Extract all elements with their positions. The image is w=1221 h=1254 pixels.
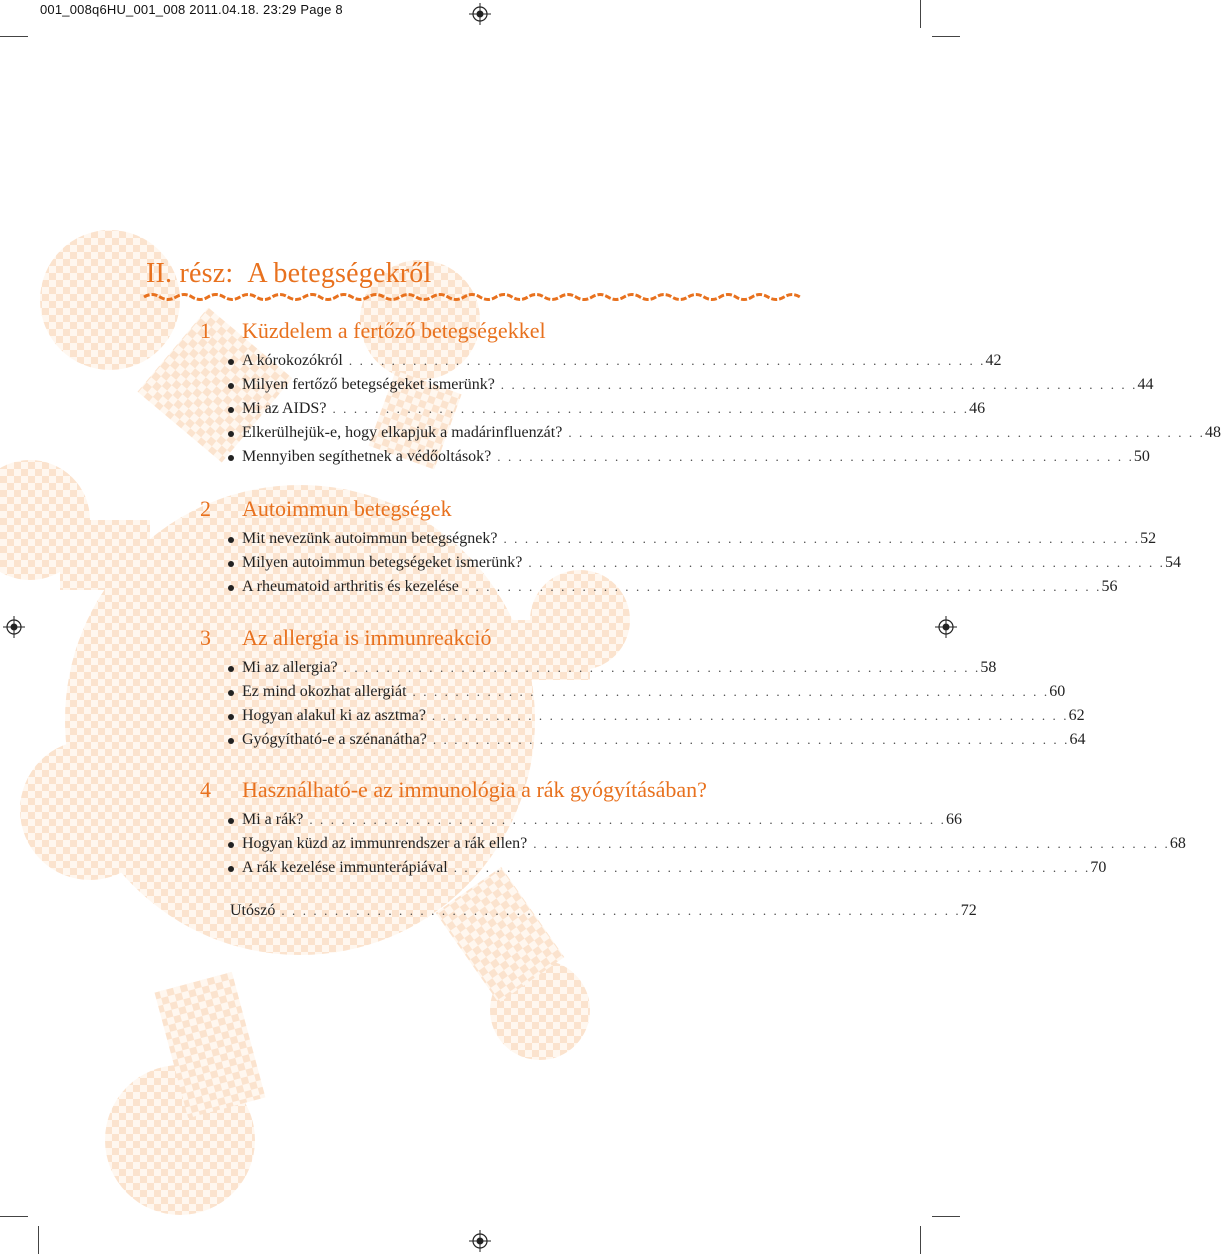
toc-entry[interactable] xyxy=(200,530,1157,554)
chapter-title: Használható-e az immunológia a rák gyógyításában? xyxy=(242,777,707,802)
dot-leader: . . . . . . . . . . . . . . . . . . . . . . . . . . . . . . . . . . . . . . . . . . . . . . . . . . . . . . . . . . . . . . . . xyxy=(281,903,961,918)
registration-mark-icon xyxy=(469,1230,491,1252)
dot-leader: . . . . . . . . . . . . . . . . . . . . . . . . . . . . . . . . . . . . . . . . . . . . . . . . . . . . . . . . . . . . xyxy=(533,836,1170,851)
dot-leader: . . . . . . . . . . . . . . . . . . . . . . . . . . . . . . . . . . . . . . . . . . . . . . . . . . . . . . . . . . . . xyxy=(309,812,946,827)
toc-entry-text: Mi a rák? xyxy=(242,811,304,828)
dot-leader: . . . . . . . . . . . . . . . . . . . . . . . . . . . . . . . . . . . . . . . . . . . . . . . . . . . . . . . . . . . . xyxy=(412,684,1050,699)
toc-page-number: 58 xyxy=(980,659,997,676)
toc-page-number: 52 xyxy=(1140,530,1157,547)
chapter-title: Küzdelem a fertőző betegségekkel xyxy=(242,318,546,343)
part-heading: A betegségekről xyxy=(247,258,432,289)
dot-leader: . . . . . . . . . . . . . . . . . . . . . . . . . . . . . . . . . . . . . . . . . . . . . . . . . . . . . . . . . . . . xyxy=(568,425,1205,440)
bullet-icon xyxy=(228,537,234,543)
toc-entry-text: Gyógyítható-e a szénanátha? xyxy=(242,731,427,748)
bullet-icon xyxy=(228,866,234,872)
afterword-title: Utószó xyxy=(230,902,276,919)
registration-mark-icon xyxy=(935,616,957,638)
dot-leader: . . . . . . . . . . . . . . . . . . . . . . . . . . . . . . . . . . . . . . . . . . . . . . . . . . . . . . . . . . . . xyxy=(431,708,1069,723)
bullet-icon xyxy=(228,383,234,389)
toc-page-number: 66 xyxy=(945,811,962,828)
chapter-heading xyxy=(200,318,800,352)
dot-leader: . . . . . . . . . . . . . . . . . . . . . . . . . . . . . . . . . . . . . . . . . . . . . . . . . . . . . . . . . . . . xyxy=(453,860,1091,875)
toc-entry[interactable] xyxy=(200,659,997,683)
dot-leader: . . . . . . . . . . . . . . . . . . . . . . . . . . . . . . . . . . . . . . . . . . . . . . . . . . . . . . . . . . . . xyxy=(348,353,986,368)
chapter-title: Autoimmun betegségek xyxy=(242,496,452,521)
toc-page-number: 48 xyxy=(1204,424,1221,441)
chapter-1 xyxy=(200,318,1221,472)
decorative-underline xyxy=(144,290,808,302)
toc-entry-text: Mi az allergia? xyxy=(242,659,338,676)
chapter-number: 1 xyxy=(200,318,211,343)
toc-entry[interactable] xyxy=(200,707,1085,731)
dot-leader: . . . . . . . . . . . . . . . . . . . . . . . . . . . . . . . . . . . . . . . . . . . . . . . . . . . . . . . . . . . . xyxy=(432,732,1070,747)
toc-entry[interactable] xyxy=(200,731,1086,755)
toc-entry-text: Elkerülhejük-e, hogy elkapjuk a madárinfluenzát? xyxy=(242,424,563,441)
toc-entry-text: A kórokozókról xyxy=(242,352,343,369)
chapter-heading xyxy=(200,625,800,659)
toc-entry-text: Milyen fertőző betegségeket ismerünk? xyxy=(242,376,495,393)
dot-leader: . . . . . . . . . . . . . . . . . . . . . . . . . . . . . . . . . . . . . . . . . . . . . . . . . . . . . . . . . . . . xyxy=(497,449,1134,464)
toc-entry[interactable] xyxy=(200,400,986,424)
toc-entry-text: Mennyiben segíthetnek a védőoltások? xyxy=(242,448,492,465)
bullet-icon xyxy=(228,690,234,696)
toc-entry-text: Hogyan küzd az immunrendszer a rák ellen? xyxy=(242,835,528,852)
toc-page-number: 42 xyxy=(985,352,1002,369)
toc-page-number: 50 xyxy=(1133,448,1150,465)
chapter-number: 2 xyxy=(200,496,211,521)
chapter-number: 3 xyxy=(200,625,211,650)
dot-leader: . . . . . . . . . . . . . . . . . . . . . . . . . . . . . . . . . . . . . . . . . . . . . . . . . . . . . . . . . . . . xyxy=(332,401,970,416)
toc-entry[interactable] xyxy=(200,683,1066,707)
registration-mark-icon xyxy=(3,616,25,638)
bullet-icon xyxy=(228,455,234,461)
dot-leader: . . . . . . . . . . . . . . . . . . . . . . . . . . . . . . . . . . . . . . . . . . . . . . . . . . . . . . . . . . . . xyxy=(500,377,1138,392)
toc-page-number: 64 xyxy=(1069,731,1086,748)
dot-leader: . . . . . . . . . . . . . . . . . . . . . . . . . . . . . . . . . . . . . . . . . . . . . . . . . . . . . . . . . . . . xyxy=(503,531,1141,546)
bullet-icon xyxy=(228,407,234,413)
chapter-3 xyxy=(200,625,1086,755)
toc-entry[interactable] xyxy=(200,835,1186,859)
toc-entry[interactable] xyxy=(200,376,1154,400)
chapter-4 xyxy=(200,777,1186,883)
toc-entry[interactable] xyxy=(200,352,1002,376)
toc-entry[interactable] xyxy=(200,424,1221,448)
dot-leader: . . . . . . . . . . . . . . . . . . . . . . . . . . . . . . . . . . . . . . . . . . . . . . . . . . . . . . . . . . . . xyxy=(528,555,1166,570)
part-label: II. rész: xyxy=(146,258,234,289)
bullet-icon xyxy=(228,585,234,591)
toc-entry[interactable] xyxy=(200,859,1107,883)
dot-leader: . . . . . . . . . . . . . . . . . . . . . . . . . . . . . . . . . . . . . . . . . . . . . . . . . . . . . . . . . . . . xyxy=(343,660,981,675)
toc-page-number: 62 xyxy=(1068,707,1085,724)
bullet-icon xyxy=(228,818,234,824)
toc-entry-text: Mi az AIDS? xyxy=(242,400,327,417)
bullet-icon xyxy=(228,561,234,567)
bullet-icon xyxy=(228,842,234,848)
chapter-title: Az allergia is immunreakció xyxy=(242,625,492,650)
print-slug: 001_008q6HU_001_008 2011.04.18. 23:29 Page 8 xyxy=(40,2,343,17)
bullet-icon xyxy=(228,666,234,672)
toc-page-number: 70 xyxy=(1090,859,1107,876)
chapter-heading xyxy=(200,496,800,530)
bullet-icon xyxy=(228,359,234,365)
toc-page-number: 54 xyxy=(1165,554,1182,571)
toc-entry[interactable] xyxy=(200,811,962,835)
crop-mark xyxy=(0,36,28,37)
chapter-heading xyxy=(200,777,800,811)
part-title xyxy=(146,258,431,290)
toc-entry-text: Ez mind okozhat allergiát xyxy=(242,683,407,700)
crop-mark xyxy=(932,36,960,37)
crop-mark xyxy=(0,1216,28,1217)
bullet-icon xyxy=(228,738,234,744)
crop-mark xyxy=(920,1226,921,1254)
bullet-icon xyxy=(228,431,234,437)
toc-page-number: 72 xyxy=(960,902,977,919)
crop-mark xyxy=(932,1216,960,1217)
crop-mark xyxy=(920,0,921,28)
registration-mark-icon xyxy=(469,3,491,25)
toc-page-number: 60 xyxy=(1049,683,1066,700)
toc-entry-text: A rák kezelése immunterápiával xyxy=(242,859,448,876)
toc-page-number: 46 xyxy=(969,400,986,417)
toc-page-number: 44 xyxy=(1137,376,1154,393)
crop-mark xyxy=(38,1226,39,1254)
toc-entry-text: Mit nevezünk autoimmun betegségnek? xyxy=(242,530,498,547)
toc-entry-text: A rheumatoid arthritis és kezelése xyxy=(242,578,459,595)
toc-entry[interactable] xyxy=(200,554,1182,578)
dot-leader: . . . . . . . . . . . . . . . . . . . . . . . . . . . . . . . . . . . . . . . . . . . . . . . . . . . . . . . . . . . . xyxy=(464,579,1102,594)
bullet-icon xyxy=(228,714,234,720)
toc-entry[interactable] xyxy=(200,578,1118,602)
toc-entry-afterword[interactable] xyxy=(230,902,977,926)
toc-entry[interactable] xyxy=(200,448,1150,472)
chapter-2 xyxy=(200,496,1182,602)
toc-page-number: 56 xyxy=(1101,578,1118,595)
toc-entry-text: Hogyan alakul ki az asztma? xyxy=(242,707,426,724)
toc-page-number: 68 xyxy=(1169,835,1186,852)
chapter-number: 4 xyxy=(200,777,211,802)
toc-entry-text: Milyen autoimmun betegségeket ismerünk? xyxy=(242,554,523,571)
